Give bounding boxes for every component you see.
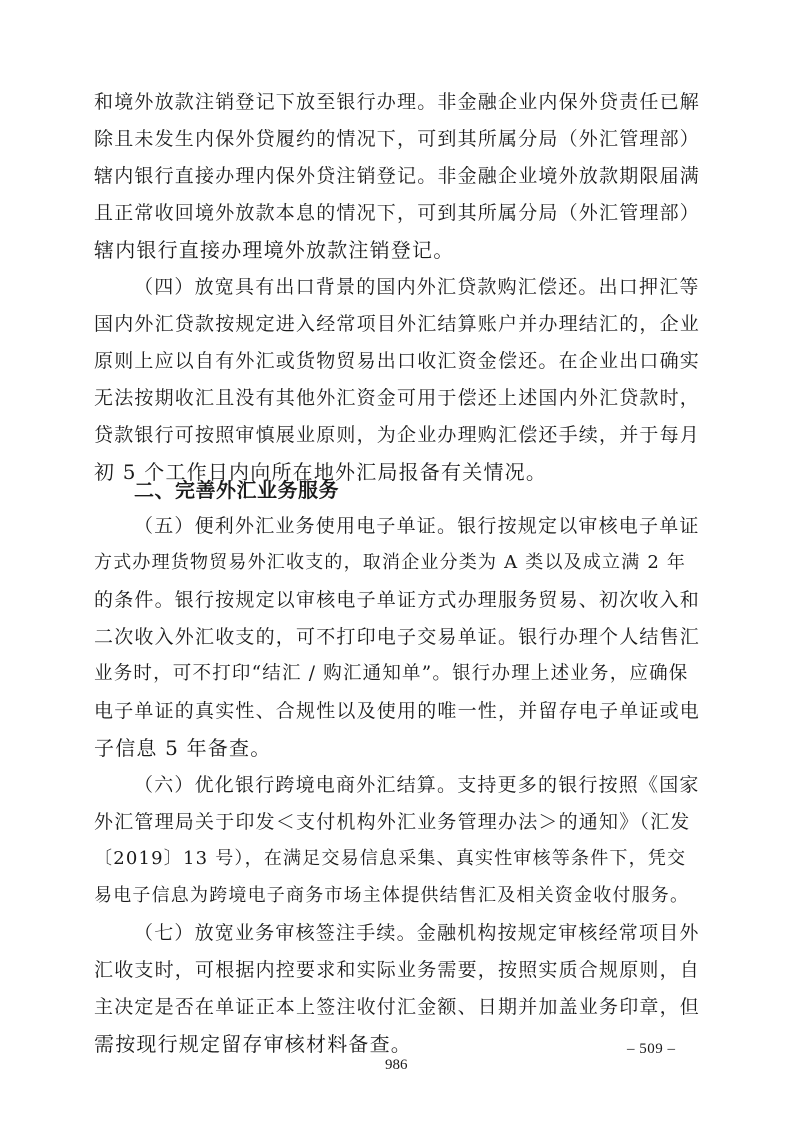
text-line: 初 5 个工作日内向所在地外汇局报备有关情况。 xyxy=(94,460,548,484)
text-line: 原则上应以自有外汇或货物贸易出口收汇资金偿还。在企业出口确实 xyxy=(94,350,701,372)
text-line: 贷款银行可按照审慎展业原则，为企业办理购汇偿还手续，并于每月 xyxy=(94,424,701,446)
text-line: 且正常收回境外放款本息的情况下，可到其所属分局（外汇管理部） xyxy=(94,202,701,224)
text-line: 易电子信息为跨境电子商务市场主体提供结售汇及相关资金收付服务。 xyxy=(94,885,690,906)
text-line: 辖内银行直接办理境外放款注销登记。 xyxy=(94,238,455,262)
text-line: 和境外放款注销登记下放至银行办理。非金融企业内保外贷责任已解 xyxy=(94,91,701,113)
text-line: 无法按期收汇且没有其他外汇资金可用于偿还上述国内外汇贷款时， xyxy=(94,387,701,409)
text-line: 〔2019〕13 号），在满足交易信息采集、真实性审核等条件下，凭交 xyxy=(94,848,687,869)
paragraph-start-line: （六）优化银行跨境电商外汇结算。支持更多的银行按照《国家 xyxy=(134,774,700,796)
paragraph-start-line: （七）放宽业务审核签注手续。金融机构按规定审核经常项目外 xyxy=(134,922,700,944)
text-line: 除且未发生内保外贷履约的情况下，可到其所属分局（外汇管理部） xyxy=(94,128,701,150)
section-heading: 二、完善外汇业务服务 xyxy=(134,478,339,502)
text-line: 汇收支时，可根据内控要求和实际业务需要，按照实质合规原则，自 xyxy=(94,959,701,981)
paragraph-start-line: （五）便利外汇业务使用电子单证。银行按规定以审核电子单证 xyxy=(134,515,700,537)
paragraph-start-line: （四）放宽具有出口背景的国内外汇贷款购汇偿还。出口押汇等 xyxy=(134,276,700,298)
text-line: 二次收入外汇收支的，可不打印电子交易单证。银行办理个人结售汇 xyxy=(94,626,701,648)
text-line: 需按现行规定留存审核材料备查。 xyxy=(94,1032,412,1056)
text-line: 辖内银行直接办理内保外贷注销登记。非金融企业境外放款期限届满 xyxy=(94,165,701,187)
text-line: 国内外汇贷款按规定进入经常项目外汇结算账户并办理结汇的，企业 xyxy=(94,313,701,335)
text-line: 方式办理货物贸易外汇收支的，取消企业分类为 A 类以及成立满 2 年 xyxy=(94,552,687,573)
text-line: 电子单证的真实性、合规性以及使用的唯一性，并留存电子单证或电 xyxy=(94,700,701,722)
text-line: 的条件。银行按规定以审核电子单证方式办理服务贸易、初次收入和 xyxy=(94,589,701,611)
text-line: 子信息 5 年备查。 xyxy=(94,736,272,760)
text-line: 主决定是否在单证正本上签注收付汇金额、日期并加盖业务印章，但 xyxy=(94,996,701,1018)
text-line: 外汇管理局关于印发＜支付机构外汇业务管理办法＞的通知》（汇发 xyxy=(94,811,691,833)
document-page-number: 986 xyxy=(385,1057,408,1073)
text-line: 业务时，可不打印“结汇 / 购汇通知单”。银行办理上述业务，应确保 xyxy=(94,663,689,684)
book-page-number: – 509 – xyxy=(627,1041,676,1057)
